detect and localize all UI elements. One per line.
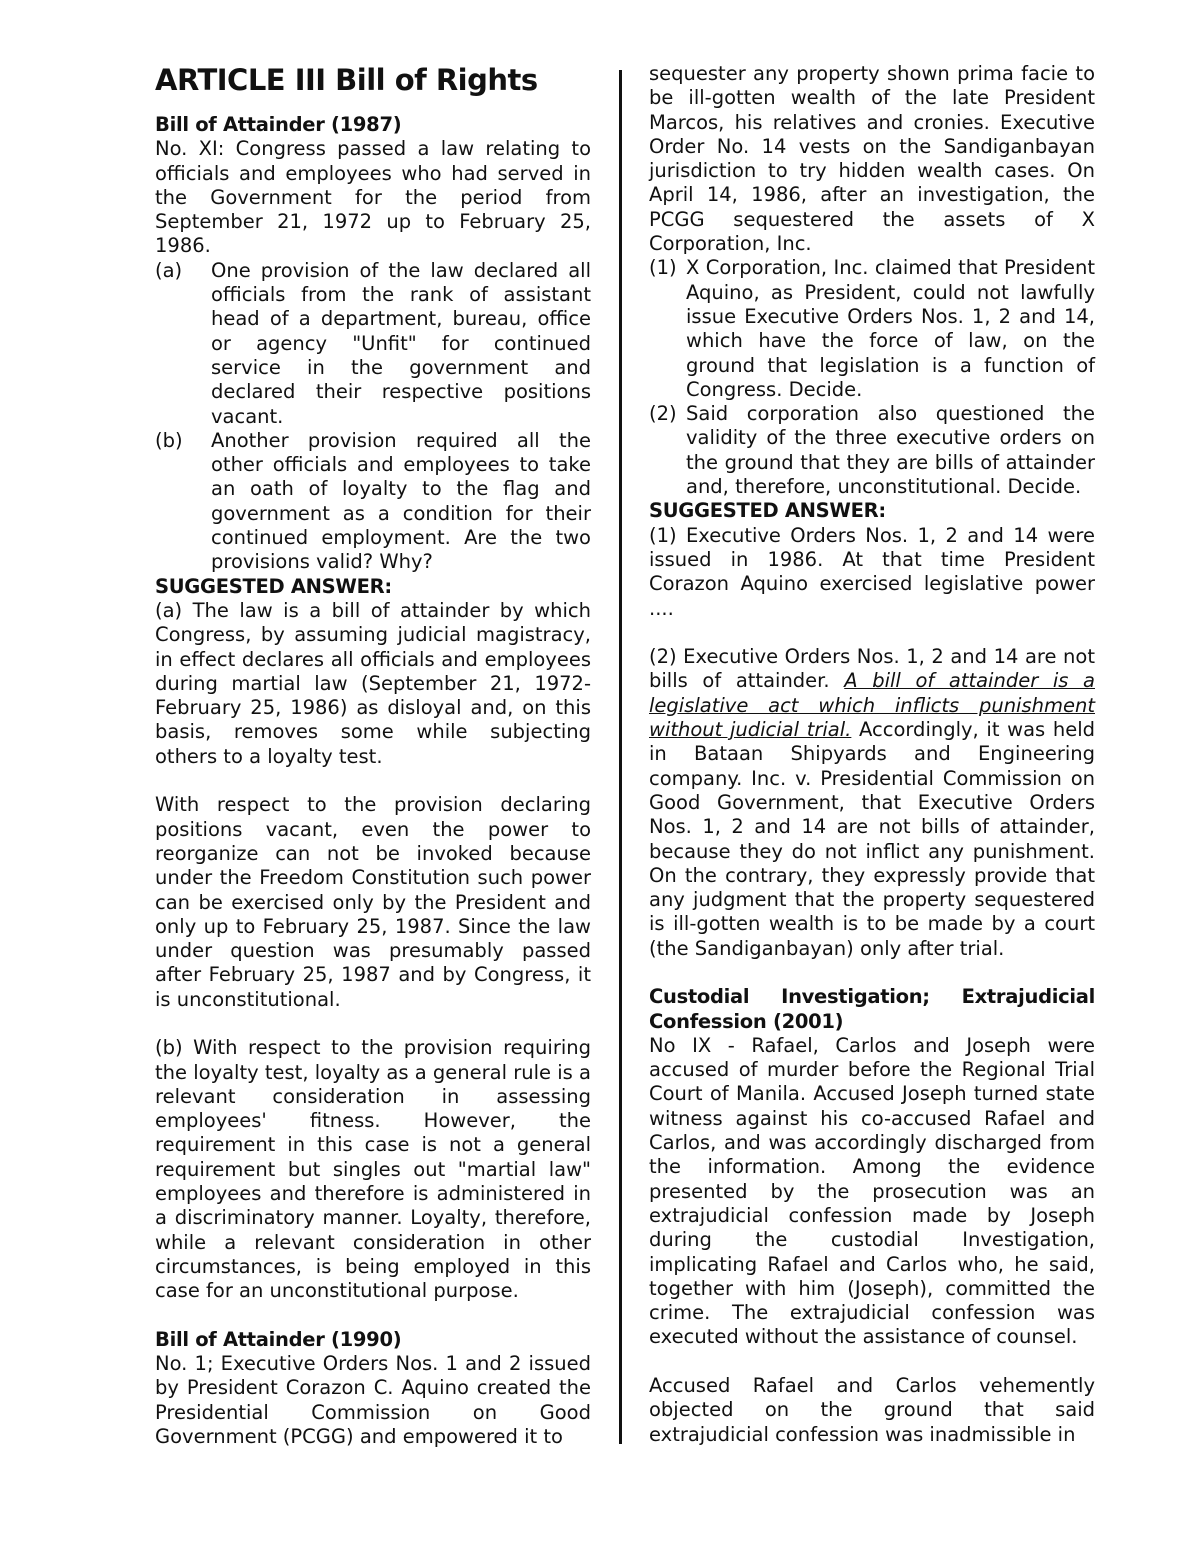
- item-label: (b): [155, 428, 183, 452]
- answer-2-body: Accordingly, it was held in Bataan Shipyards and Engineering company. Inc. v. Presidential Commission on Good Government, that Executive Orders Nos. 1, 2 and 14 are not bills of attainder, because they do not inflict any punishment. On the contrary, they expressly provide that any judgment that the property sequestered is ill-gotten wealth is to be made by a court (the Sandiganbayan) only after trial.: [649, 718, 1095, 960]
- answer-1: (1) Executive Orders Nos. 1, 2 and 14 were issued in 1986. At that time President Corazon Aquino exercised legislative power ....: [649, 523, 1095, 620]
- item-text: X Corporation, Inc. claimed that President Aquino, as President, could not lawfully issue Executive Orders Nos. 1, 2 and 14, which have the force of law, on the ground that legislation is a function of Congress. Decide.: [686, 256, 1095, 401]
- question-text-2001: No IX - Rafael, Carlos and Joseph were accused of murder before the Regional Trial Court of Manila. Accused Joseph turned state witness against his co-accused Rafael and Carlos, and was accordingly discharged from the information. Among the evidence presented by the prosecution was an extrajudicial confession made by Joseph during the custodial Investigation, implicating Rafael and Carlos who, he said, together with him (Joseph), committed the crime. The extrajudicial confession was executed without the assistance of counsel.: [649, 1033, 1095, 1349]
- question-text-1987: No. XI: Congress passed a law relating to officials and employees who had served in the Government for the period from September 21, 1972 up to February 25, 1986.: [155, 137, 591, 258]
- question-text-1990-continued: sequester any property shown prima facie to be ill-gotten wealth of the late President Marcos, his relatives and cronies. Executive Order No. 14 vests on the Sandiganbayan jurisdiction to try hidden wealth cases. On April 14, 1986, after an investigation, the PCGG sequestered the assets of X Corporation, Inc.: [649, 62, 1095, 256]
- question-text-1990: No. 1; Executive Orders Nos. 1 and 2 issued by President Corazon C. Aquino created the Presidential Commission on Good Government (PCGG) and empowered it to: [155, 1352, 591, 1449]
- item-text: Another provision required all the other officials and employees to take an oath of loyalty to the flag and government as a condition for their continued employment. Are the two provisions valid? Why?: [211, 428, 591, 574]
- question-heading-2001: Custodial Investigation; Extrajudicial Confession (2001): [649, 985, 1095, 1033]
- left-column: [155, 62, 591, 1449]
- answer-a-continued: With respect to the provision declaring positions vacant, even the power to reorganize can not be invoked because under the Freedom Constitution such power can be exercised only by the President and only up to February 25, 1987. Since the law under question was presumably passed after February 25, 1987 and by Congress, it is unconstitutional.: [155, 793, 591, 1011]
- suggested-answer-heading: SUGGESTED ANSWER:: [155, 574, 392, 598]
- answer-b: (b) With respect to the provision requiring the loyalty test, loyalty as a general rule is a relevant consideration in assessing employees' fitness. However, the requirement in this case is not a general requirement but singles out "martial law" employees and therefore is administered in a discriminatory manner. Loyalty, therefore, while a relevant consideration in other circumstances, is being employed in this case for an unconstitutional purpose.: [155, 1036, 591, 1303]
- question-item-a: [155, 259, 591, 429]
- answer-a: (a) The law is a bill of attainder by which Congress, by assuming judicial magistracy, in effect declares all officials and employees during martial law (September 21, 1972- February 25, 1986) as disloyal and, on this basis, removes some while subjecting others to a loyalty test.: [155, 598, 591, 768]
- answer-2-intro: (2) Executive Orders Nos. 1, 2 and 14 are not bills of attainder.: [649, 645, 1095, 693]
- question-heading-1990: Bill of Attainder (1990): [155, 1327, 402, 1351]
- question-item-b: [155, 429, 591, 575]
- definition-underlined: A bill of attainder is a legislative act which inflicts punishment without judicial trial.: [649, 669, 1095, 742]
- suggested-answer-heading: SUGGESTED ANSWER:: [649, 499, 886, 523]
- item-text: One provision of the law declared all officials from the rank of assistant head of a department, bureau, office or agency "Unfit" for continued service in the government and declared their respective positions vacant.: [211, 258, 591, 428]
- question-item-2: [649, 402, 1095, 499]
- item-label: (1): [649, 256, 677, 280]
- answer-2: [649, 645, 1095, 961]
- item-label: (2): [649, 402, 677, 426]
- right-column: [649, 62, 1095, 1447]
- item-label: (a): [155, 258, 183, 282]
- column-divider: [619, 70, 622, 1444]
- page-title: ARTICLE III Bill of Rights: [155, 63, 538, 97]
- item-text: Said corporation also questioned the validity of the three executive orders on the ground that they are bills of attainder and, therefore, unconstitutional. Decide.: [686, 402, 1095, 499]
- question-text-2001-continued: Accused Rafael and Carlos vehemently objected on the ground that said extrajudicial confession was inadmissible in: [649, 1374, 1095, 1446]
- question-heading-1987: Bill of Attainder (1987): [155, 113, 402, 136]
- question-item-1: [649, 256, 1095, 402]
